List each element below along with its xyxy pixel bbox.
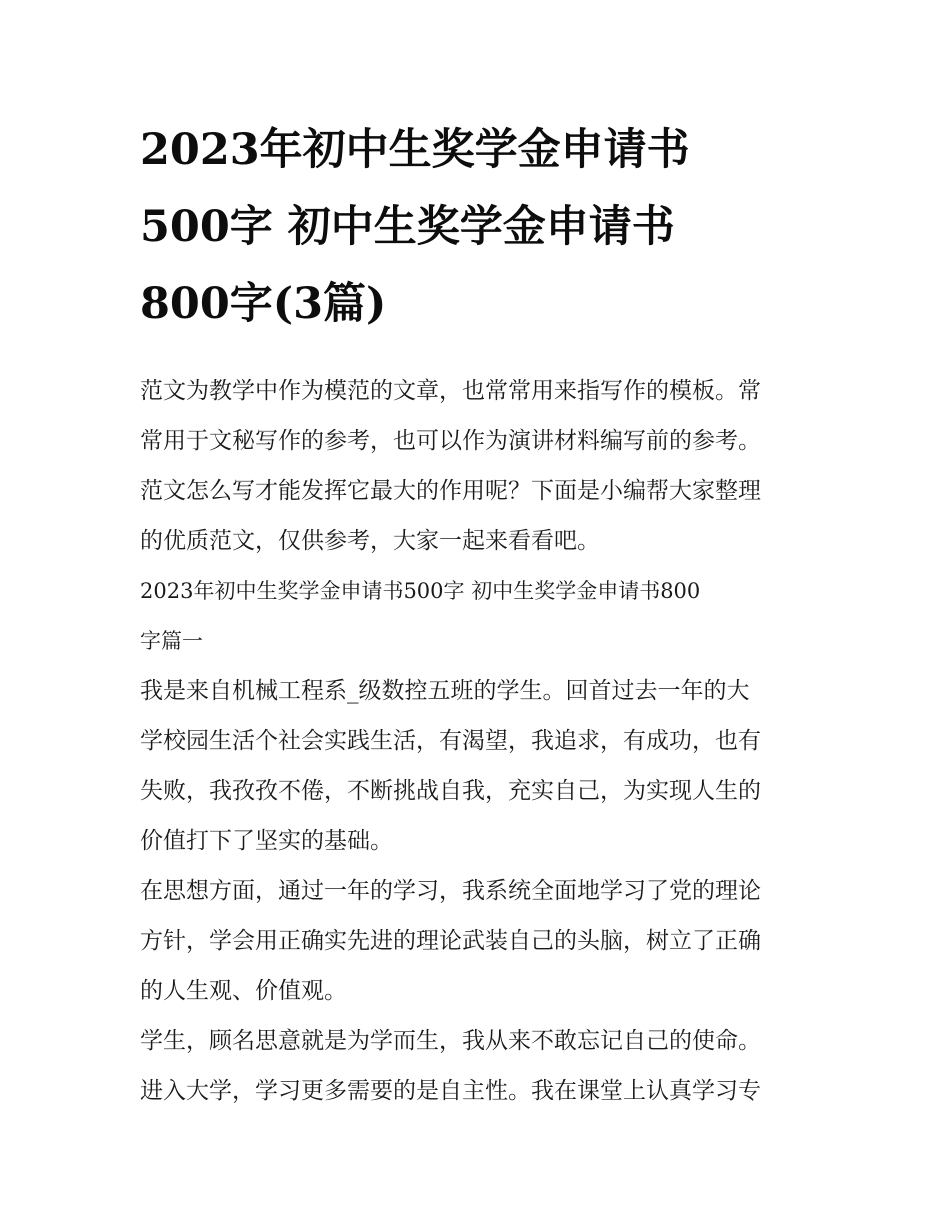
document-content <box>140 112 812 1116</box>
document-title <box>140 112 812 343</box>
section-heading <box>140 566 812 666</box>
text-line: 价值打下了坚实的基础。 <box>140 828 393 854</box>
text-line: 我是来自机械工程系_级数控五班的学生。回首过去一年的大 <box>140 678 750 704</box>
title-line: 800字(3篇) <box>140 279 387 329</box>
text-line: 学生，顾名思意就是为学而生，我从来不敢忘记自己的使命。 <box>140 1028 761 1054</box>
title-line: 500字 初中生奖学金申请书 <box>140 202 675 252</box>
body-paragraph-1 <box>140 666 812 866</box>
text-line: 范文为教学中作为模范的文章，也常常用来指写作的模板。常 <box>140 378 761 404</box>
intro-paragraph <box>140 366 812 566</box>
text-line: 在思想方面，通过一年的学习，我系统全面地学习了党的理论 <box>140 878 761 904</box>
text-line: 失败，我孜孜不倦，不断挑战自我，充实自己，为实现人生的 <box>140 778 761 804</box>
body-paragraph-2 <box>140 866 812 1016</box>
text-line: 范文怎么写才能发挥它最大的作用呢？下面是小编帮大家整理 <box>140 478 761 504</box>
text-line: 进入大学，学习更多需要的是自主性。我在课堂上认真学习专 <box>140 1078 761 1104</box>
text-line: 2023年初中生奖学金申请书500字 初中生奖学金申请书800 <box>140 579 701 603</box>
title-line: 2023年初中生奖学金申请书 <box>140 125 690 175</box>
text-line: 常用于文秘写作的参考，也可以作为演讲材料编写前的参考。 <box>140 428 761 454</box>
text-line: 字篇一 <box>140 629 203 653</box>
text-line: 的优质范文，仅供参考，大家一起来看看吧。 <box>140 528 600 554</box>
text-line: 方针，学会用正确实先进的理论武装自己的头脑，树立了正确 <box>140 928 761 954</box>
text-line: 学校园生活个社会实践生活，有渴望，我追求，有成功，也有 <box>140 728 761 754</box>
body-paragraph-3 <box>140 1016 812 1116</box>
text-line: 的人生观、价值观。 <box>140 978 347 1004</box>
